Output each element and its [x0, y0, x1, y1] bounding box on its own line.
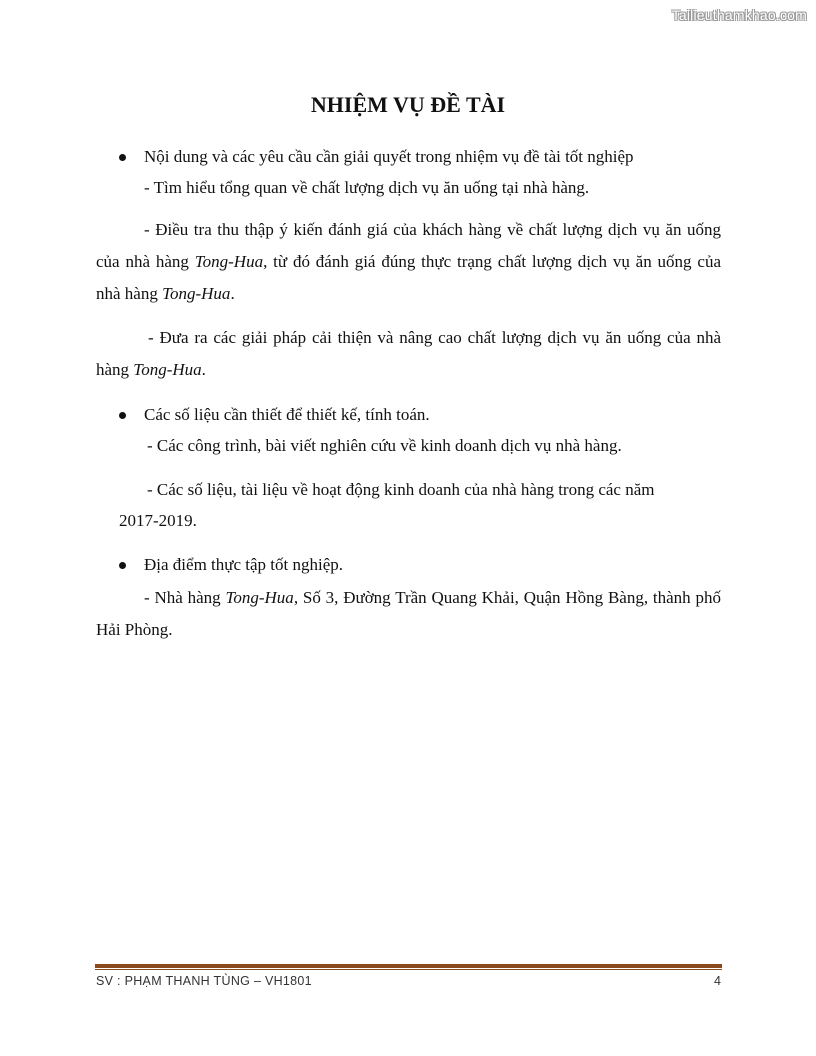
data-business-records-line2: 2017-2019.	[119, 511, 197, 530]
bullet-icon	[119, 154, 126, 161]
task-solutions	[96, 322, 721, 386]
task-solutions-text-a: - Đưa ra các giải pháp cải thiện và nâng cao chất lượng dịch vụ ăn uống của nhà hàng	[96, 328, 721, 379]
task-solutions-text-b: .	[201, 360, 206, 379]
task-survey-text-b: , từ đó đánh giá đúng thực trạng chất lượng dịch vụ ăn uống của nhà hàng	[96, 252, 722, 303]
restaurant-name: Tong-Hua	[162, 284, 231, 303]
task-overview: - Tìm hiểu tổng quan về chất lượng dịch vụ ăn uống tại nhà hàng.	[144, 178, 590, 197]
internship-address	[96, 582, 721, 646]
watermark: Tailieuthamkhao.com	[671, 7, 807, 23]
data-business-records-line1: - Các số liệu, tài liệu về hoạt động kinh doanh của nhà hàng trong các năm	[147, 480, 655, 499]
bullet-text: Nội dung và các yêu cầu cần giải quyết trong nhiệm vụ đề tài tốt nghiệp	[144, 147, 634, 166]
bullet-text: Các số liệu cần thiết để thiết kế, tính toán.	[144, 405, 430, 424]
restaurant-name: Tong-Hua	[133, 360, 202, 379]
page-title: NHIỆM VỤ ĐỀ TÀI	[310, 92, 506, 117]
footer-student-name: SV : PHẠM THANH TÙNG – VH1801	[96, 974, 312, 988]
footer-divider	[95, 964, 722, 968]
data-research-works: - Các công trình, bài viết nghiên cứu về kinh doanh dịch vụ nhà hàng.	[147, 436, 622, 455]
bullet-icon	[119, 412, 126, 419]
restaurant-name: Tong-Hua	[194, 252, 264, 271]
footer-divider-thin	[95, 969, 722, 970]
task-survey	[96, 214, 721, 310]
address-text-a: - Nhà hàng	[144, 588, 226, 607]
task-survey-text-a: - Điều tra thu thập ý kiến đánh giá của khách hàng về chất lượng dịch vụ ăn uống của nhà hàng	[96, 220, 721, 271]
address-text-b: , Số 3, Đường Trần Quang Khải, Quận Hồng Bàng, thành phố Hải Phòng.	[96, 588, 721, 639]
restaurant-name: Tong-Hua	[225, 588, 294, 607]
bullet-text: Địa điểm thực tập tốt nghiệp.	[144, 555, 344, 574]
task-survey-text-c: .	[230, 284, 235, 303]
bullet-icon	[119, 562, 126, 569]
page-number: 4	[714, 974, 721, 988]
